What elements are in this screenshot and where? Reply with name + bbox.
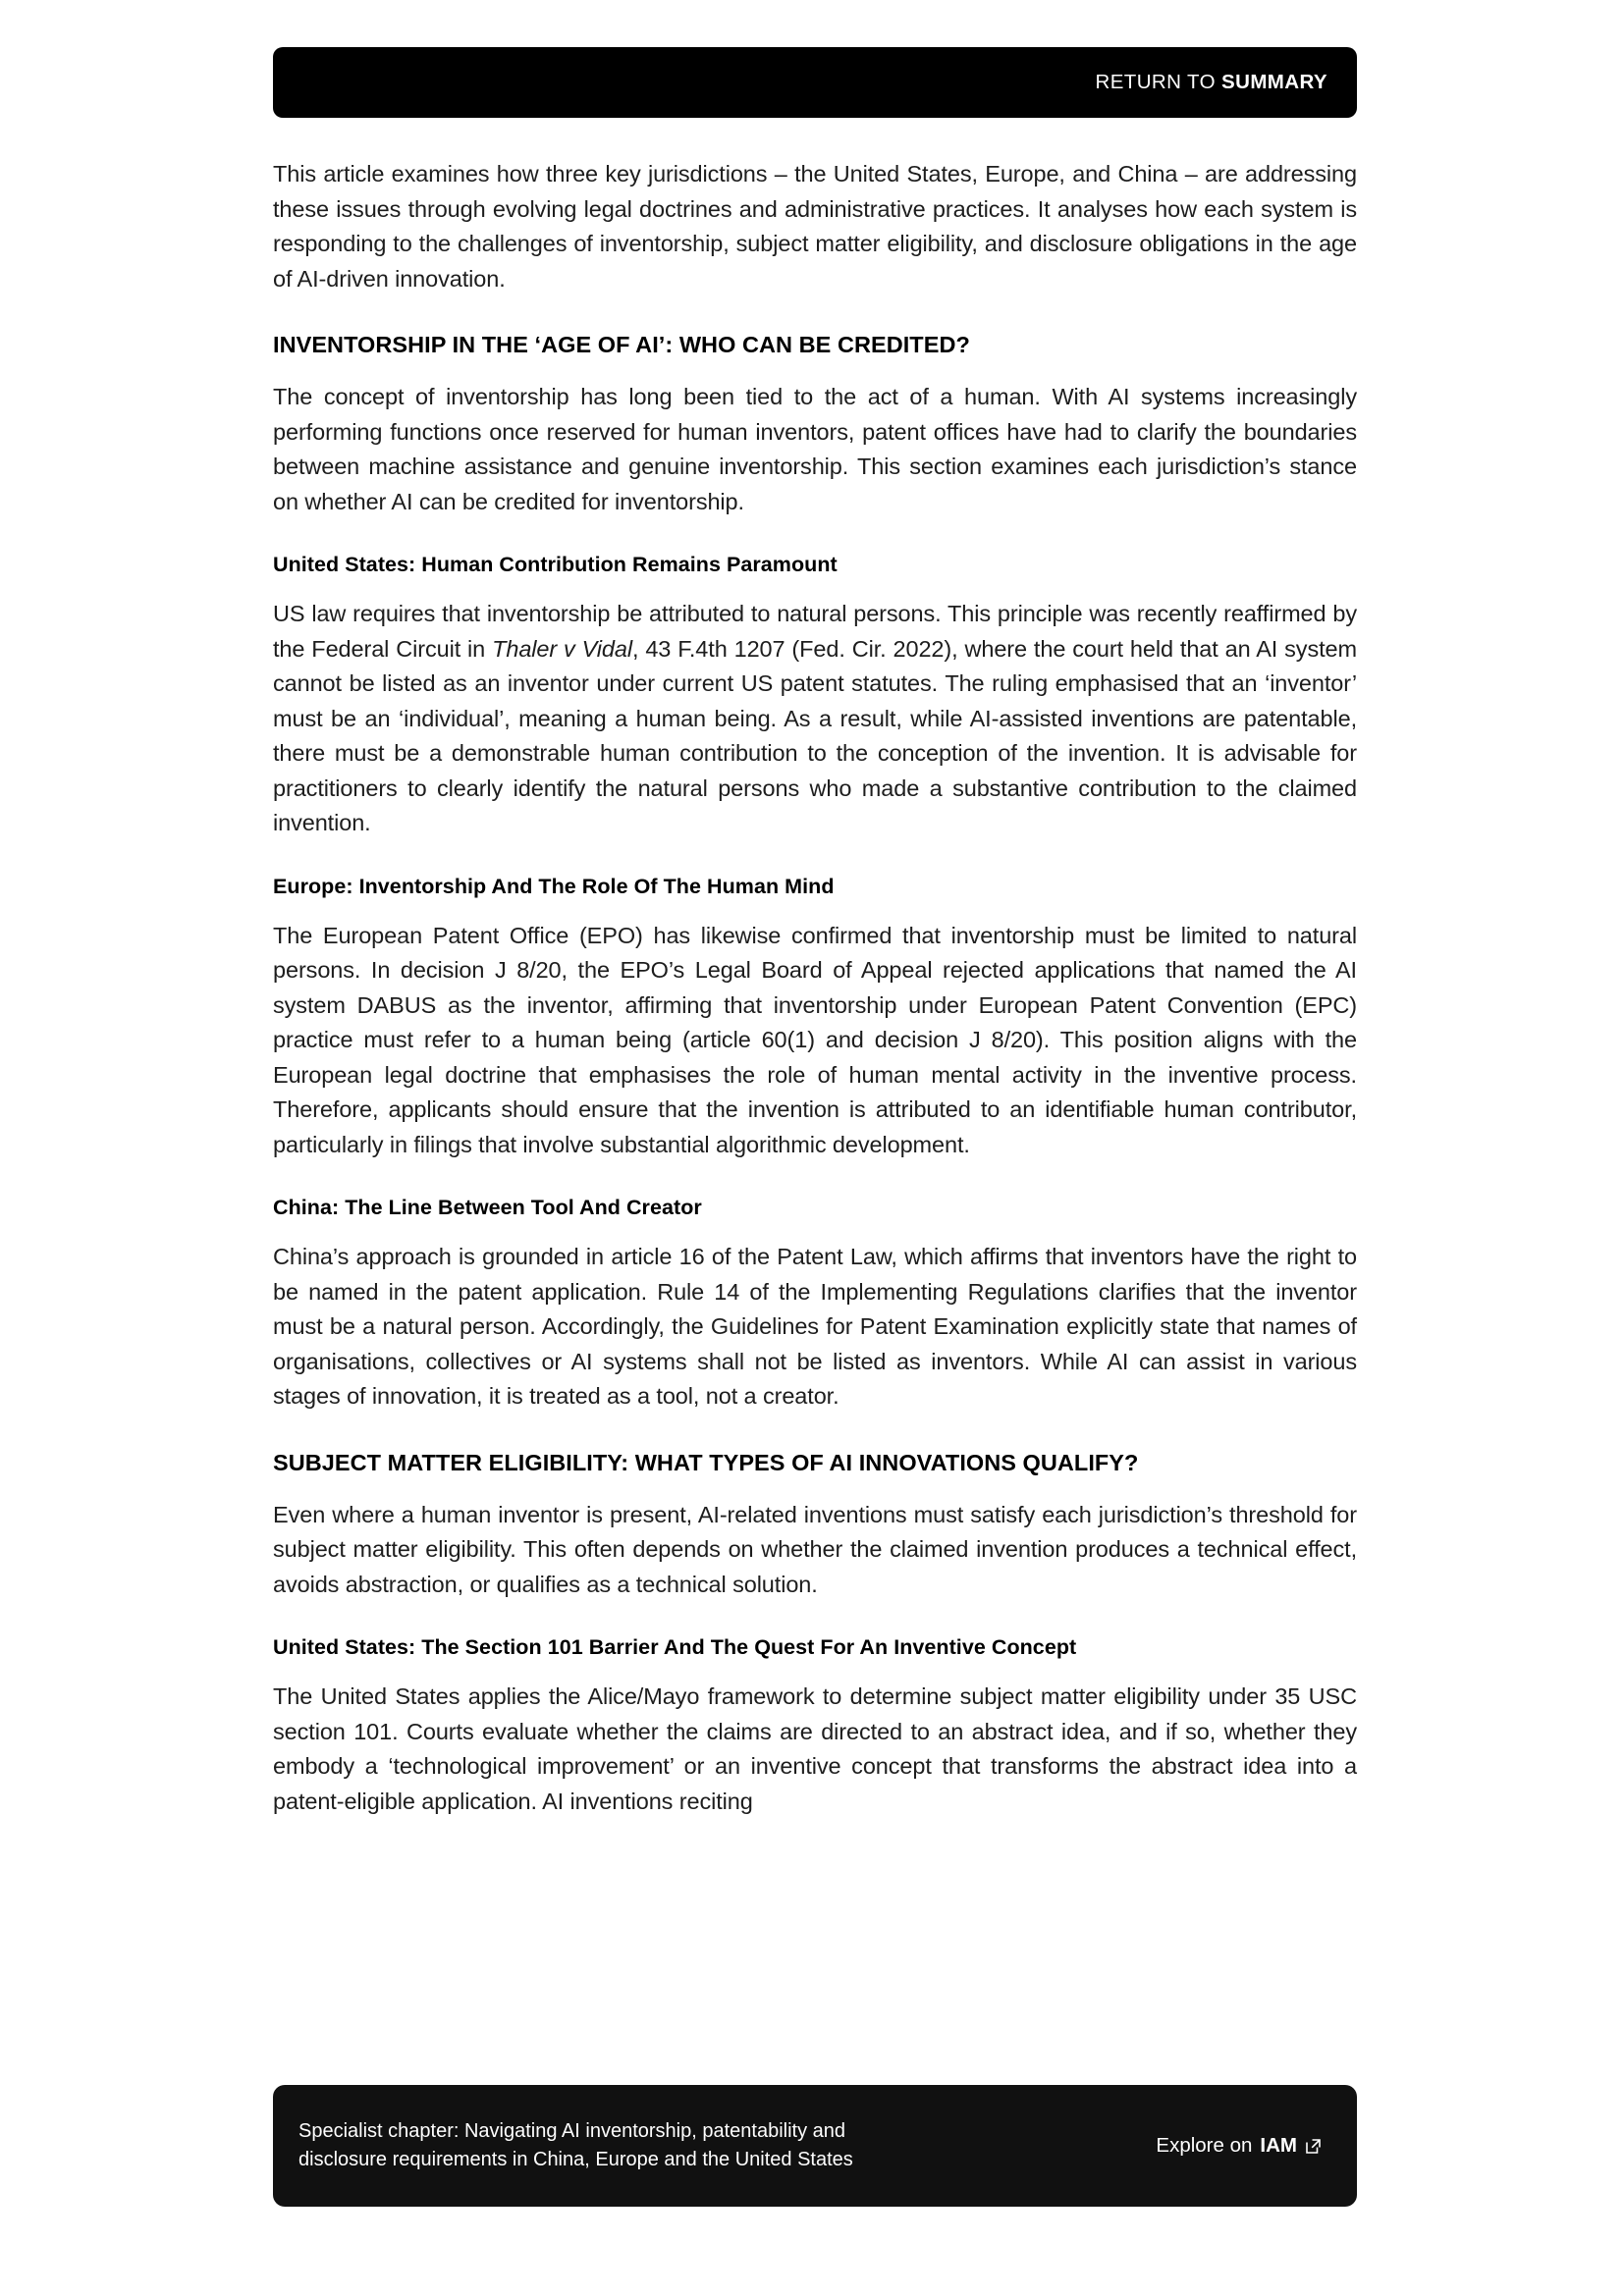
chapter-footer-bar[interactable]	[273, 2085, 1357, 2207]
explore-on-iam-link[interactable]	[1156, 2134, 1322, 2158]
return-to-summary-target: SUMMARY	[1221, 71, 1327, 93]
subheading-europe-inventorship: Europe: Inventorship And The Role Of The Human Mind	[273, 874, 835, 898]
paragraph-us-inventorship	[273, 597, 1357, 841]
us-inventorship-text-a: US law requires that inventorship be attributed to natural persons. This principle was recently reaffirmed by the Federal Circuit in	[273, 601, 1357, 662]
case-citation-thaler-v-vidal: Thaler v Vidal	[492, 635, 632, 662]
article-content	[273, 157, 1357, 1844]
return-to-summary-prefix: RETURN TO	[1095, 71, 1222, 93]
paragraph-china-inventorship: China’s approach is grounded in article 16 of the Patent Law, which affirms that inventors have the right to be named in the patent application. Rule 14 of the Implementing Regulations clarifies that the inventor must be a natural person. Accordingly, the Guidelines for Patent Examination explicitly state that names of organisations, collectives or AI systems shall not be listed as inventors. While AI can assist in various stages of innovation, it is treated as a tool, not a creator.	[273, 1244, 1357, 1409]
subheading-us-eligibility: United States: The Section 101 Barrier And The Quest For An Inventive Concept	[273, 1635, 1077, 1659]
return-to-summary-bar[interactable]	[273, 47, 1357, 118]
us-inventorship-text-b: , 43 F.4th 1207 (Fed. Cir. 2022), where the court held that an AI system cannot be listed as an inventor under current US patent statutes. The ruling emphasised that an ‘inventor’ must be an ‘individual’, meaning a human being. As a result, while AI-assisted inventions are patentable, there must be a demonstrable human contribution to the conception of the invention. It is advisable for practitioners to clearly identify the natural persons who made a substantive contribution to the claimed invention.	[273, 635, 1357, 835]
section-heading-subject-matter-eligibility: SUBJECT MATTER ELIGIBILITY: WHAT TYPES OF AI INNOVATIONS QUALIFY?	[273, 1449, 1139, 1475]
iam-brand-label: IAM	[1260, 2134, 1297, 2157]
section-intro-eligibility: Even where a human inventor is present, AI-related inventions must satisfy each jurisdiction’s threshold for subject matter eligibility. This often depends on whether the claimed invention produces a technical effect, avoids abstraction, or qualifies as a technical solution.	[273, 1501, 1357, 1597]
chapter-title: Specialist chapter: Navigating AI inventorship, patentability and disclosure requirements in China, Europe and the United States	[298, 2120, 853, 2170]
return-to-summary-link[interactable]	[1096, 71, 1328, 94]
explore-prefix: Explore on	[1156, 2134, 1253, 2157]
subheading-us-inventorship: United States: Human Contribution Remains Paramount	[273, 553, 838, 576]
subheading-china-inventorship: China: The Line Between Tool And Creator	[273, 1196, 702, 1219]
section-heading-inventorship: INVENTORSHIP IN THE ‘AGE OF AI’: WHO CAN BE CREDITED?	[273, 332, 970, 357]
intro-paragraph: This article examines how three key jurisdictions – the United States, Europe, and China – are addressing these issues through evolving legal doctrines and administrative practices. It analyses how each system is responding to the challenges of inventorship, subject matter eligibility, and disclosure obligations in the age of AI-driven innovation.	[273, 161, 1357, 292]
paragraph-europe-inventorship: The European Patent Office (EPO) has likewise confirmed that inventorship must be limited to natural persons. In decision J 8/20, the EPO’s Legal Board of Appeal rejected applications that named the AI system DABUS as the inventor, affirming that inventorship under European Patent Convention (EPC) practice must refer to a human being (article 60(1) and decision J 8/20). This position aligns with the European legal doctrine that emphasises the role of human mental activity in the inventive process. Therefore, applicants should ensure that the invention is attributed to an identifiable human contributor, particularly in filings that involve substantial algorithmic development.	[273, 922, 1357, 1157]
paragraph-us-eligibility: The United States applies the Alice/Mayo framework to determine subject matter eligibility under 35 USC section 101. Courts evaluate whether the claims are directed to an abstract idea, and if so, whether they embody a ‘technological improvement’ or an inventive concept that transforms the abstract idea into a patent-eligible application. AI inventions reciting	[273, 1683, 1357, 1814]
external-link-icon	[1305, 2138, 1322, 2155]
section-intro-inventorship: The concept of inventorship has long been tied to the act of a human. With AI systems increasingly performing functions once reserved for human inventors, patent offices have had to clarify the boundaries between machine assistance and genuine inventorship. This section examines each jurisdiction’s stance on whether AI can be credited for inventorship.	[273, 384, 1357, 514]
